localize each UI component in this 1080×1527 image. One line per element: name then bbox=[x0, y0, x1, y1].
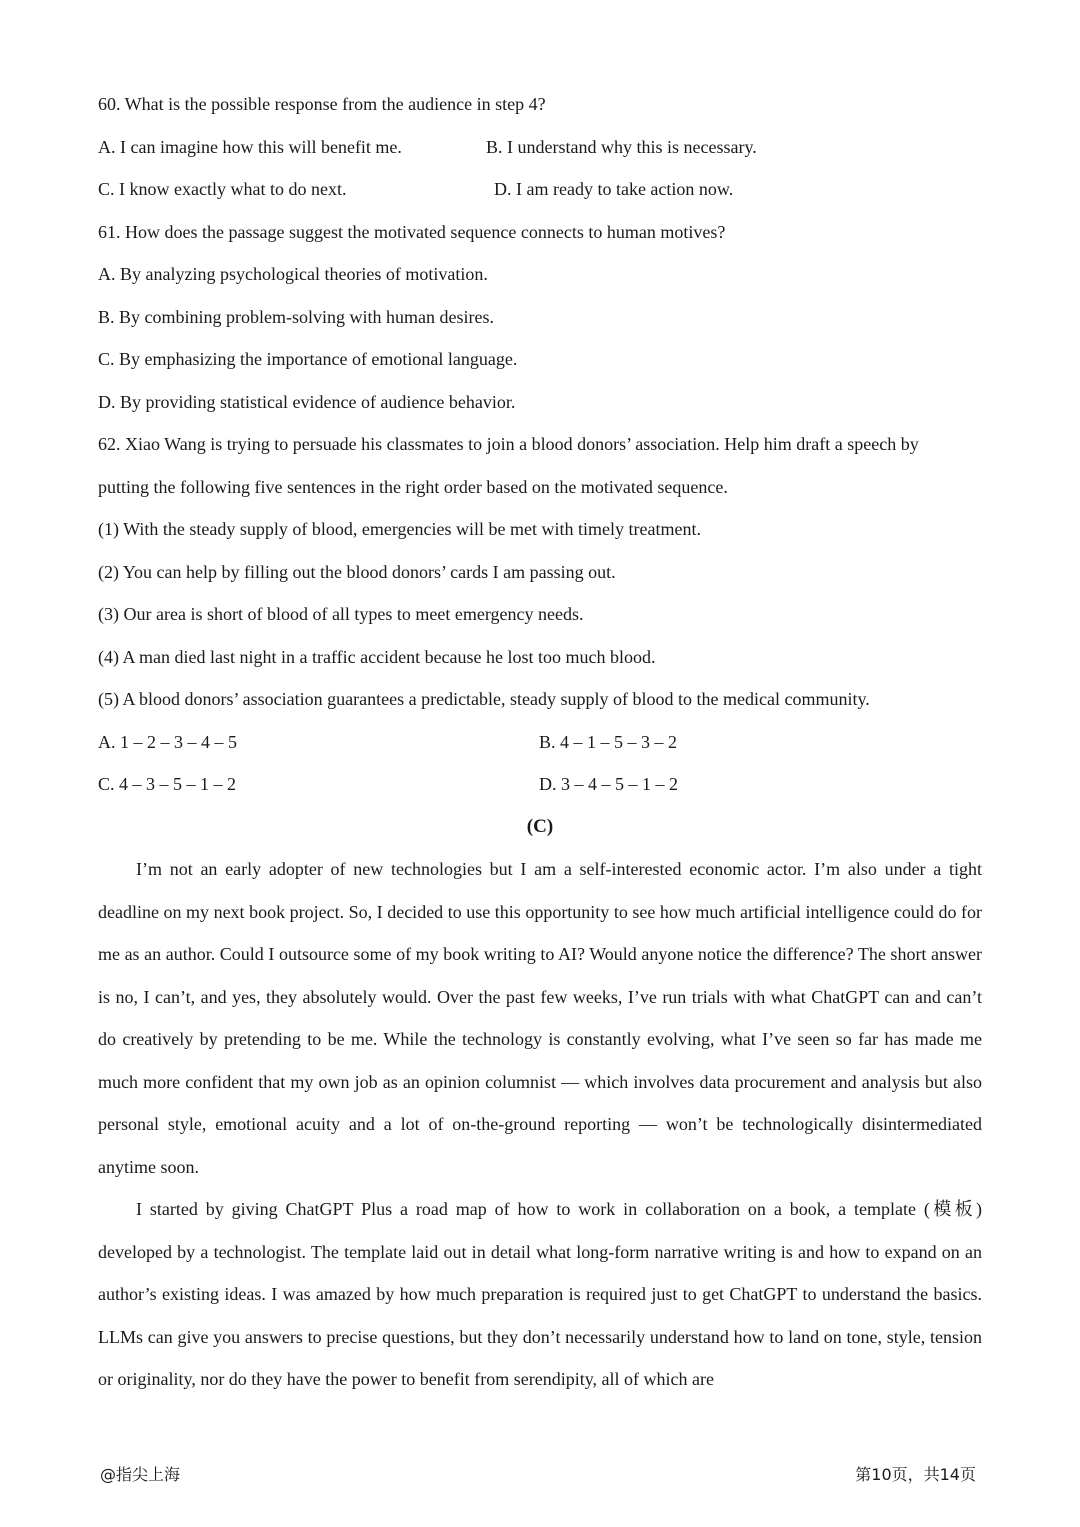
q62-options-row-1 bbox=[98, 728, 982, 771]
q62-sentence-4: (4) A man died last night in a traffic accident because he lost too much blood. bbox=[98, 646, 656, 667]
question-62-line-2: putting the following five sentences in the right order based on the motivated sequence. bbox=[98, 476, 728, 497]
section-c-paragraph-2: I started by giving ChatGPT Plus a road map of how to work in collaboration on a book, a template (模板) developed by a technologist. The template laid out in detail what long-form narrative writing is and how to expand on an author’s existing ideas. I was amazed by how much preparation is required just to get ChatGPT to understand the basics. LLMs can give you answers to precise questions, but they don’t necessarily understand how to land on tone, style, tension or originality, nor do they have the power to benefit from serendipity, all of which are bbox=[98, 1199, 982, 1389]
q62-sentence-3: (3) Our area is short of blood of all types to meet emergency needs. bbox=[98, 604, 584, 624]
q62-sentence-5: (5) A blood donors’ association guarantees a predictable, steady supply of blood to the medical community. bbox=[98, 689, 870, 709]
q62-option-d: D. 3 – 4 – 5 – 1 – 2 bbox=[539, 774, 678, 794]
q60-option-a: A. I can imagine how this will benefit me. bbox=[98, 136, 402, 157]
q61-option-c: C. By emphasizing the importance of emotional language. bbox=[98, 349, 518, 369]
q62-option-c: C. 4 – 3 – 5 – 1 – 2 bbox=[98, 774, 237, 794]
section-c-paragraph-1: I’m not an early adopter of new technologies but I am a self-interested economic actor. I’m also under a tight deadline on my next book project. So, I decided to use this opportunity to see how much artificial intelligence could do for me as an author. Could I outsource some of my book writing to AI? Would anyone notice the difference? The short answer is no, I can’t, and yes, they absolutely would. Over the past few weeks, I’ve run trials with what ChatGPT can and can’t do creatively by pretending to be me. While the technology is constantly evolving, what I’ve seen so far has made me much more confident that my own job as an opinion columnist — which involves data procurement and analysis but also personal style, emotional acuity and a lot of on-the-ground reporting — won’t be technologically disintermediated anytime soon. bbox=[98, 859, 982, 1177]
q61-option-d: D. By providing statistical evidence of audience behavior. bbox=[98, 391, 516, 412]
q60-option-b: B. I understand why this is necessary. bbox=[486, 136, 757, 157]
q60-option-d: D. I am ready to take action now. bbox=[494, 179, 734, 199]
q62-sentence-1: (1) With the steady supply of blood, emergencies will be met with timely treatment. bbox=[98, 519, 701, 539]
footer-page-number: 第10页，共14页 bbox=[855, 1465, 976, 1484]
q62-option-b: B. 4 – 1 – 5 – 3 – 2 bbox=[539, 731, 678, 752]
q61-option-a: A. By analyzing psychological theories of motivation. bbox=[98, 264, 488, 284]
page-footer bbox=[100, 1462, 976, 1485]
q62-sentence-2: (2) You can help by filling out the blood donors’ cards I am passing out. bbox=[98, 561, 616, 582]
q60-option-c: C. I know exactly what to do next. bbox=[98, 179, 347, 199]
question-61: 61. How does the passage suggest the motivated sequence connects to human motives? bbox=[98, 221, 726, 242]
exam-page bbox=[98, 90, 982, 1401]
section-c-title: (C) bbox=[526, 815, 554, 837]
q60-options-row-1 bbox=[98, 133, 982, 176]
question-60: 60. What is the possible response from the audience in step 4? bbox=[98, 94, 546, 114]
footer-source: @指尖上海 bbox=[100, 1465, 181, 1484]
q61-option-b: B. By combining problem-solving with human desires. bbox=[98, 306, 494, 327]
q60-options-row-2 bbox=[98, 175, 982, 218]
q62-options-row-2 bbox=[98, 770, 982, 813]
q62-option-a: A. 1 – 2 – 3 – 4 – 5 bbox=[98, 731, 237, 752]
question-62-line-1: 62. Xiao Wang is trying to persuade his classmates to join a blood donors’ association. Help him draft a speech by bbox=[98, 434, 919, 454]
